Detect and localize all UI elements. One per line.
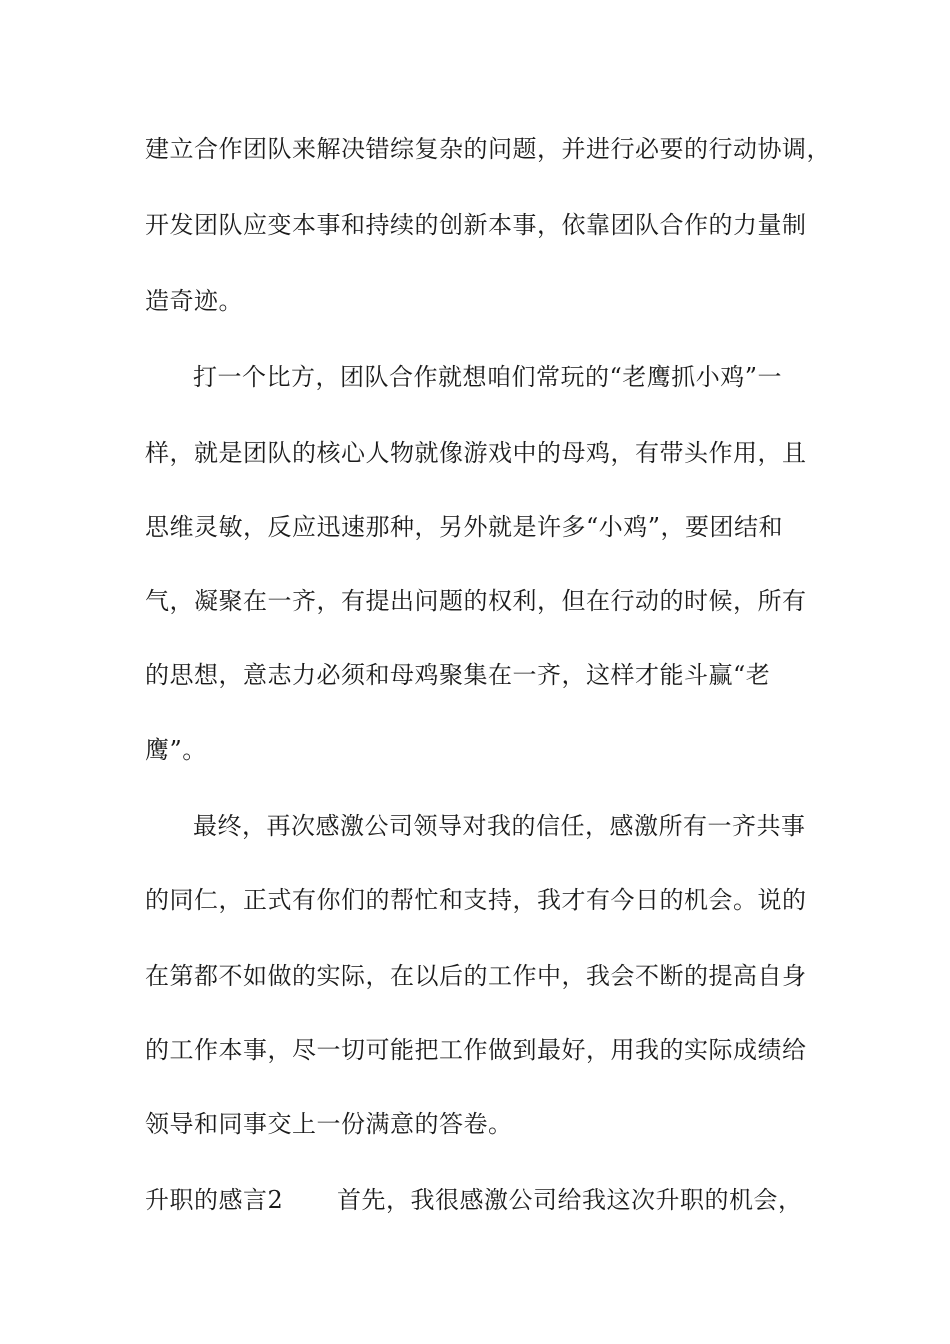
paragraph-2-line-1: 打一个比方，团队合作就想咱们常玩的“老鹰抓小鸡”一 (193, 363, 783, 391)
paragraph-2-line-2: 样，就是团队的核心人物就像游戏中的母鸡，有带头作用，且 (145, 439, 807, 467)
paragraph-3-line-3: 在第都不如做的实际，在以后的工作中，我会不断的提高自身 (145, 962, 807, 990)
paragraph-3-line-1: 最终，再次感激公司领导对我的信任，感激所有一齐共事 (193, 812, 806, 840)
paragraph-3-line-5: 领导和同事交上一份满意的答卷。 (145, 1110, 513, 1138)
paragraph-1-line-1: 建立合作团队来解决错综复杂的问题，并进行必要的行动协调， (145, 135, 831, 163)
section-heading-line (145, 1184, 803, 1216)
paragraph-3-line-2: 的同仁，正式有你们的帮忙和支持，我才有今日的机会。说的 (145, 886, 807, 914)
paragraph-1-line-2: 开发团队应变本事和持续的创新本事，依靠团队合作的力量制 (145, 211, 807, 239)
paragraph-2-line-6: 鹰”。 (145, 736, 207, 764)
paragraph-2-line-3: 思维灵敏，反应迅速那种，另外就是许多“小鸡”，要团结和 (145, 513, 784, 541)
section-first-line: 首先，我很感激公司给我这次升职的机会， (337, 1186, 803, 1214)
paragraph-1-line-3: 造奇迹。 (145, 287, 243, 315)
section-heading: 升职的感言2 (145, 1186, 284, 1214)
paragraph-2-line-5: 的思想，意志力必须和母鸡聚集在一齐，这样才能斗赢“老 (145, 661, 771, 689)
paragraph-3-line-4: 的工作本事，尽一切可能把工作做到最好，用我的实际成绩给 (145, 1036, 807, 1064)
paragraph-2-line-4: 气，凝聚在一齐，有提出问题的权利，但在行动的时候，所有 (145, 587, 807, 615)
